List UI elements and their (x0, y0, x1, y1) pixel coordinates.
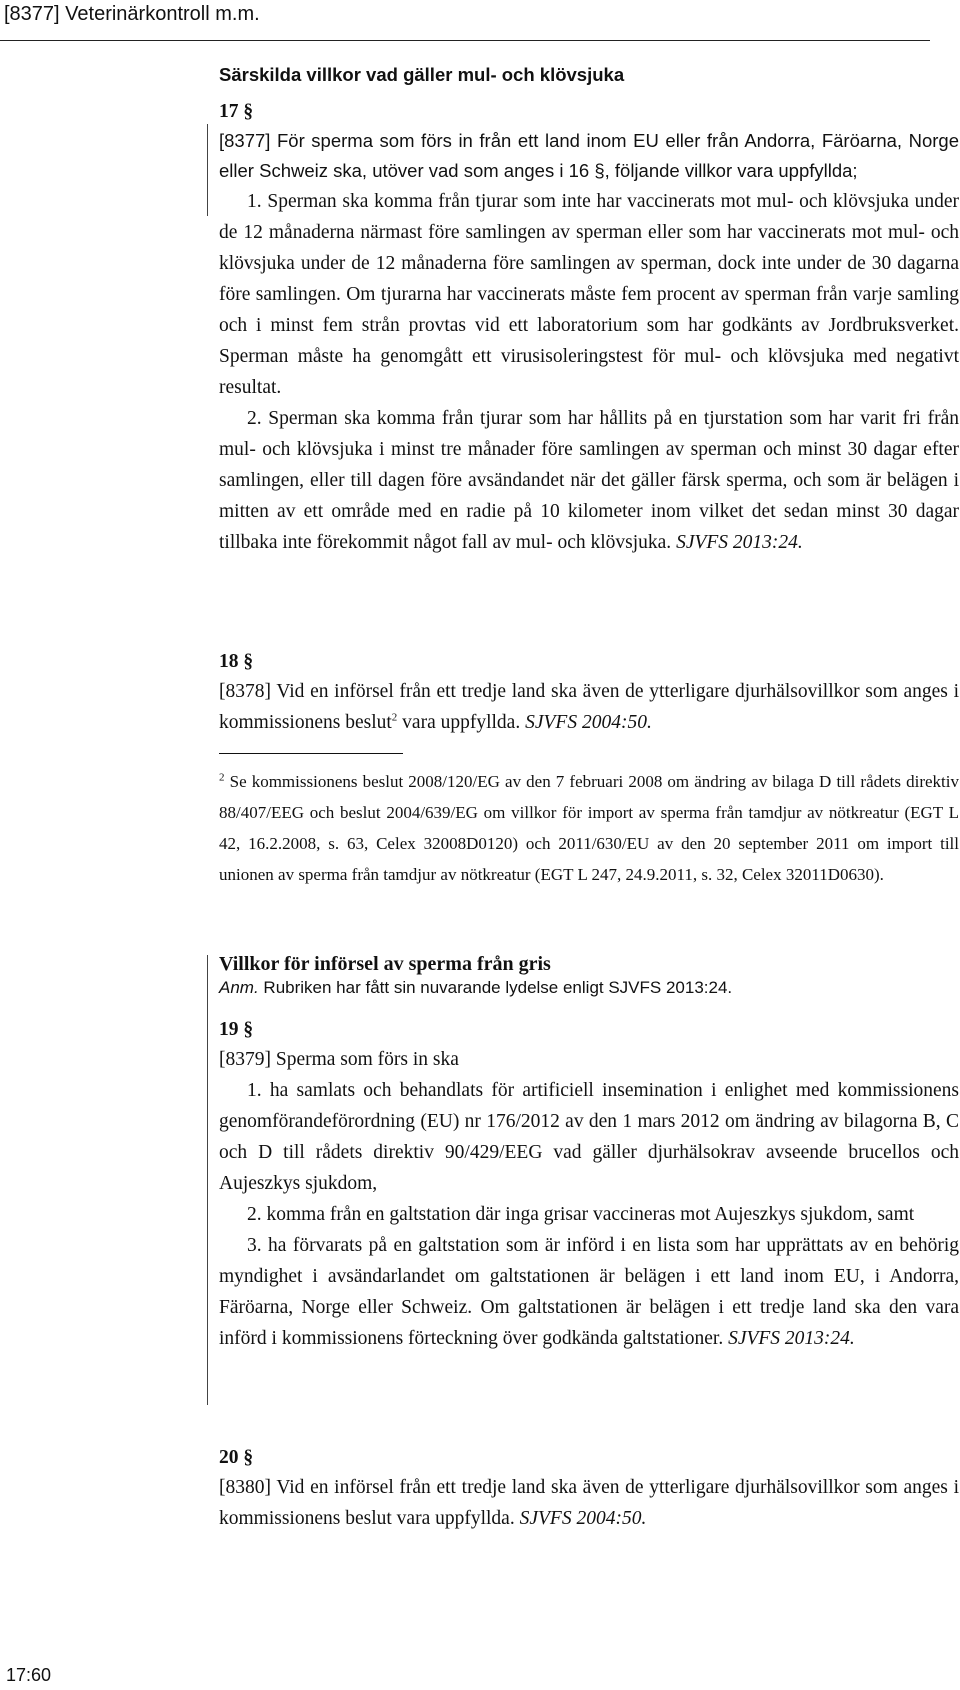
paragraph-19-item-1: 1. ha samlats och behandlats för artificiell insemination i enlighet med kommissionens genomförandeförordning (EU) nr 176/2012 av den 1 mars 2012 om ändring av bilagorna B, C och D till rådets direktiv 90/429/EEG vad gäller djurhälsokrav avseende brucellos och Aujeszkys sjukdom, (219, 1080, 959, 1194)
footnote-separator (219, 753, 403, 754)
paragraph-19 (219, 1016, 959, 1354)
change-bar-17 (207, 124, 208, 216)
paragraph-17-intro: [8377] För sperma som förs in från ett land inom EU eller från Andorra, Färöarna, Norge eller Schweiz ska, utöver vad som anges i 16 §, följande villkor vara uppfyllda; (219, 130, 959, 181)
footnote-mark: 2 (219, 771, 225, 784)
header-title: [8377] Veterinärkontroll m.m. (4, 3, 260, 25)
footnote-ref-2[interactable]: 2 (391, 711, 398, 724)
note-text: Rubriken har fått sin nuvarande lydelse enligt SJVFS 2013:24. (263, 978, 733, 997)
paragraph-number-20: 20 § (219, 1447, 254, 1468)
annotation-note (219, 977, 959, 999)
section-heading-gris: Villkor för införsel av sperma från gris Anm. Rubriken har fått sin nuvarande lydelse enligt SJVFS 2013:24. (219, 951, 959, 999)
page-number: 17:60 (6, 1665, 52, 1685)
change-bar-19 (207, 955, 208, 1405)
footnote-2 (219, 766, 959, 890)
page-header (0, 0, 930, 41)
paragraph-18-text: [8378] Vid en införsel från ett tredje land ska även de ytterligare djurhälsovillkor som anges i kommissionens beslut$^2$ vara uppfyllda. SJVFS 2004:50. (219, 681, 959, 733)
paragraph-17 (219, 98, 959, 558)
footnote-text: Se kommissionens beslut 2008/120/EG av den 7 februari 2008 om ändring av bilaga D till rådets direktiv 88/407/EEG och beslut 2004/639/EG om villkor för import av sperma från tamdjur av nötkreatur (EGT L 42, 16.2.2008, s. 63, Celex 32008D0120) och 2011/630/EU av den 20 september 2011 om import till unionen av sperma från tamdjur av nötkreatur (EGT L 247, 24.9.2011, s. 32, Celex 32011D0630). (219, 772, 960, 884)
paragraph-19-item-2: 2. komma från en galtstation där inga grisar vaccineras mot Aujeszkys sjukdom, samt (247, 1204, 915, 1225)
reference-sjvfs: SJVFS 2013:24. (676, 532, 803, 553)
paragraph-19-intro: [8379] Sperma som förs in ska (219, 1049, 459, 1070)
paragraph-17-item-1: 1. Sperman ska komma från tjurar som inte har vaccinerats mot mul- och klövsjuka under de 12 månaderna närmast före samlingen av sperman eller som har vaccinerats mot mul- och klövsjuka under de 12 månaderna före samlingen av sperman, dock inte under de 30 dagarna före samlingen. Om tjurarna har vaccinerats måste fem procent av sperman från varje samling och i minst fem strån provtas vid ett laboratorium som har godkänts av Jordbruksverket. Sperman måste ha genomgått ett virusisoleringstest för mul- och klövsjuka med negativt resultat. (219, 191, 959, 398)
reference-sjvfs: SJVFS 2004:50. (525, 712, 652, 733)
paragraph-number-17: 17 § (219, 101, 254, 122)
paragraph-20-text: [8380] Vid en införsel från ett tredje land ska även de ytterligare djurhälsovillkor som anges i kommissionens beslut vara uppfyllda. SJVFS 2004:50. (219, 1477, 959, 1529)
paragraph-20 (219, 1444, 959, 1534)
reference-sjvfs: SJVFS 2013:24. (728, 1328, 855, 1349)
reference-sjvfs: SJVFS 2004:50. (519, 1508, 647, 1529)
paragraph-number-18: 18 § (219, 651, 254, 672)
section-heading-mul-klovsjuka: Särskilda villkor vad gäller mul- och klövsjuka (219, 64, 625, 85)
paragraph-19-item-3: 3. ha förvarats på en galtstation som är införd i en lista som har upprättats av en behörig myndighet i avsändarlandet om galtstationen är belägen i ett land inom EU, i Andorra, Färöarna, Norge eller Schweiz. Om galtstationen är belägen i ett tredje land ska den vara införd i kommissionens förteckning över godkända galtstationer. SJVFS 2013:24. (219, 1235, 959, 1349)
paragraph-number-19: 19 § (219, 1019, 254, 1040)
paragraph-17-item-2: 2. Sperman ska komma från tjurar som har hållits på en tjurstation som har varit fri från mul- och klövsjuka i minst tre månader före samlingen av sperman och minst 30 dagar efter samlingen, eller till dagen före avsändandet när det gäller färsk sperma, och som är belägen i mitten av ett område med en radie på 10 kilometer inom vilket det sedan minst 30 dagar tillbaka inte förekommit något fall av mul- och klövsjuka. SJVFS 2013:24. (219, 408, 959, 553)
note-label: Anm. (219, 978, 259, 997)
paragraph-18 (219, 648, 959, 738)
